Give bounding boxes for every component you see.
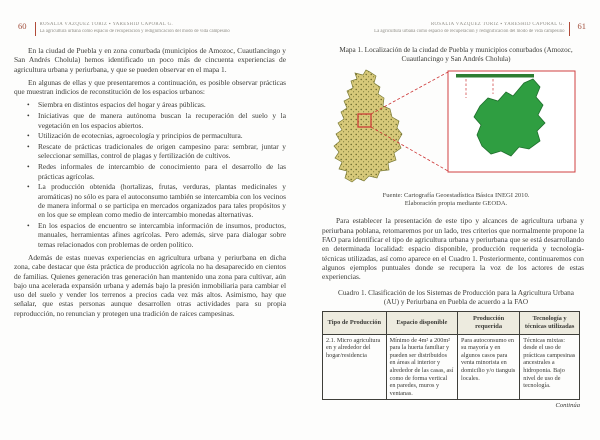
- running-header-right: [322, 22, 590, 36]
- page-61: [300, 0, 600, 440]
- cell-tipo: 2.1. Micro agricultura en y alrededor del hogar/residencia: [323, 334, 387, 400]
- map-source: [322, 192, 590, 208]
- cell-produccion: Para autoconsumo en su mayoría y en algunos casos para venta minorista en domicilio y/o tianguis locales.: [458, 334, 520, 400]
- running-author-left: ROSALÍA VÁZQUEZ TORIZ ▪ YARESHID CAPORAL G.: [39, 22, 174, 27]
- running-author-right: ROSALÍA VÁZQUEZ TORIZ ▪ YARESHID CAPORAL G.: [430, 22, 565, 27]
- running-head-text-right: [374, 22, 564, 35]
- bullet-item: • Iniciativas que de manera autónoma buscan la recuperación del suelo y la vegetación en los espacios abiertos.: [38, 111, 286, 130]
- col-header-espacio: Espacio disponible: [386, 312, 457, 334]
- table-header-row: [323, 312, 580, 334]
- cell-espacio: Mínimo de 4m² a 200m² para la huerta familiar y pueden ser distribuidos en áreas al interior y alrededor de las casas, así como de forma vertical en paredes, muros y ventanas.: [386, 334, 457, 400]
- table-caption: Cuadro 1. Clasificación de los Sistemas de Producción para la Agricultura Urbana (AU) y Periurbana en Puebla de acuerdo a la FAO: [338, 289, 574, 307]
- fao-classification-table: [322, 311, 580, 400]
- page-number-right: 61: [577, 21, 586, 31]
- bullet-item: • La producción obtenida (hortalizas, frutas, verduras, plantas medicinales y aromáticas) no sólo es para el autoconsumo también se intercambia con los vecinos de manera informal o se participa en mercados organizados para tales propósitos y en los que se emplean como medio de intercambio monedas alternativas.: [38, 182, 286, 219]
- header-rule-right: [569, 22, 570, 36]
- running-header-left: [14, 22, 300, 36]
- col-header-produccion: Producción requerida: [458, 312, 520, 334]
- running-head-text-left: [40, 22, 230, 35]
- map-figure: [330, 68, 582, 191]
- puebla-state-map: [334, 70, 402, 182]
- bullet-item: • Redes informales de intercambio de conocimiento para el desarrollo de las prácticas agrícolas.: [38, 162, 286, 181]
- bullet-item: • Rescate de prácticas tradicionales de origen campesino para: sembrar, juntar y seleccionar semillas, control de plagas y fertilización de cultivos.: [38, 142, 286, 161]
- map-caption: Mapa 1. Localización de la ciudad de Puebla y municipios conurbados (Amozoc, Cuautlancingo y San Andrés Cholula): [339, 46, 573, 63]
- bullet-item: • En los espacios de encuentro se intercambia información de insumos, productos, manuales, herramientas afines agrícolas. Pero además, sirve para dialogar sobre temas relacionados con problemas de orden político.: [38, 221, 286, 249]
- paragraph-2: En algunas de ellas y que presentaremos a continuación, es posible observar prácticas que muestran indicios de reconstitución de los espacios urbanos:: [14, 77, 286, 97]
- table-continues-note: Continúa: [555, 401, 580, 409]
- cell-tecnologia: Técnicas mixtas: desde el uso de prácticas campesinas ancestrales a hidroponia. Bajo nivel de uso de tecnología.: [520, 334, 580, 400]
- zoom-inset-titlebar: [456, 74, 534, 78]
- map-source-line-2: Elaboración propia mediante GEODA.: [404, 200, 508, 208]
- paragraph-3: Además de estas nuevas experiencias en agricultura urbana y periurbana en dicha zona, cabe destacar que ésta práctica de producción agrícola no ha desaparecido en cientos de familias. Quienes generación tras generación han mantenido una zona para cultivar, aún bajo una acelerada expansión urbana y además bajo la presión inmobiliaria para cambiar el uso del suelo y vender los terrenos a precios cada vez más altos. Asimismo, hay que señalar, que estas personas aunque desarrollen otras actividades para su propia reproducción, no renuncian y protegen una tradición de raíces campesinas.: [14, 252, 286, 318]
- map-source-line-1: Fuente: Cartografía Geoestadística Básica INEGI 2010.: [382, 192, 530, 199]
- header-rule-left: [35, 22, 36, 36]
- map-svg: [330, 68, 582, 186]
- running-title-left: La agricultura urbana como espacio de recuperación y redignificación del modo de vida campesino: [39, 28, 230, 34]
- table-row: [323, 334, 580, 400]
- running-title-right: La agricultura urbana como espacio de recuperación y redignificación del modo de vida campesino: [374, 28, 565, 34]
- paragraph-1: En la ciudad de Puebla y en zona conurbada (municipios de Amozoc, Cuautlancingo y San Andrés Cholula) hemos identificado un poco más de cincuenta experiencias de agricultura urbana y periurbana, y que se pueden observar en el mapa 1.: [14, 46, 286, 74]
- bullet-item: • Siembra en distintos espacios del hogar y áreas públicas.: [38, 100, 286, 109]
- practices-bullet-list: [14, 100, 286, 248]
- col-header-tipo: Tipo de Producción: [323, 312, 387, 334]
- page-number-left: 60: [18, 21, 27, 31]
- col-header-tecnologia: Tecnología y técnicas utilizadas: [520, 312, 580, 334]
- paragraph-fao: Para establecer la presentación de este tipo y alcances de agricultura urbana y periurbana poblana, retomaremos por un lado, tres criterios que normalmente propone la FAO para identificar el tipo de agricultura urbana y periurbana que se está desarrollando en determinada localidad: espacio disponible, producción requerida y tecnología-técnicas utilizadas, así como aparece en el Cuadro 1. Posteriormente, continuaremos con algunos ejemplos puntuales donde se recupera la voz de los actores de estas experiencias.: [322, 216, 584, 282]
- bullet-item: • Utilización de ecotecnias, agroecología y principios de permacultura.: [38, 131, 286, 140]
